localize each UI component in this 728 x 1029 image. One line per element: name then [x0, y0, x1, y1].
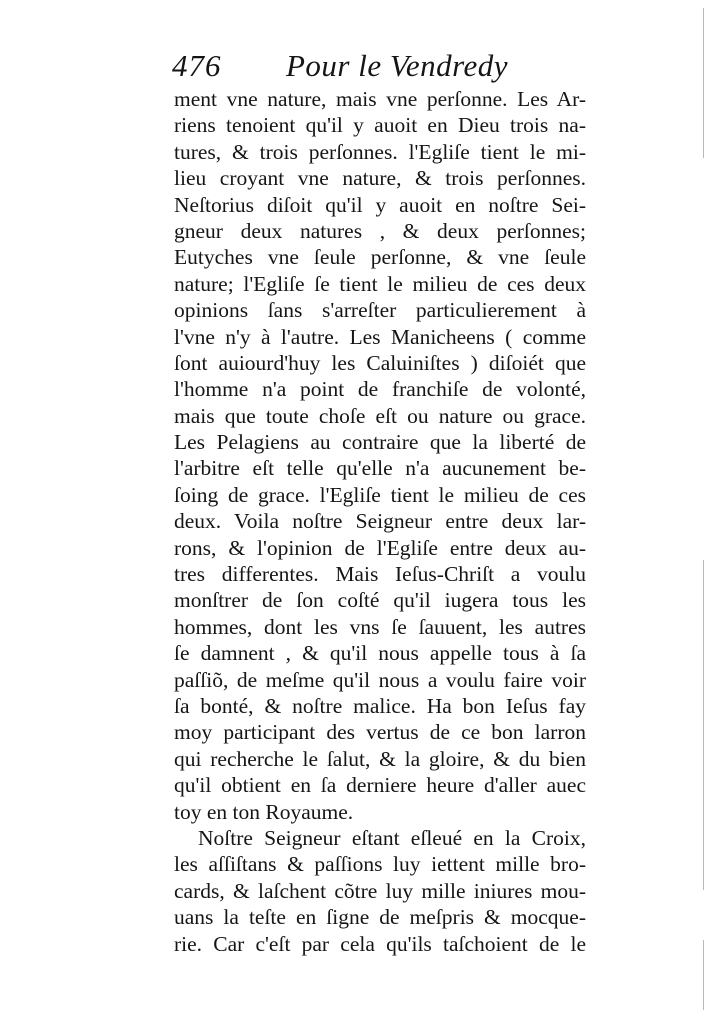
text-line: toy en ton Royaume. [174, 799, 354, 824]
text-line: moy participant des vertus de ce bon larron [174, 720, 586, 745]
text-line: gneur deux natures , & deux perſonnes; [174, 218, 586, 243]
page-heading: Pour le Vendredy [286, 48, 509, 83]
text-line: Eutyches vne ſeule perſonne, & vne ſeule [174, 245, 586, 270]
text-line: uans la teſte en ſigne de meſpris & mocque- [174, 905, 586, 930]
page-edge-mark [703, 8, 704, 158]
page-edge-mark [703, 560, 704, 890]
text-line: tres differentes. Mais Ieſus-Chriſt a voulu [174, 562, 586, 587]
page-number: 476 [172, 48, 222, 83]
text-line: Les Pelagiens au contraire que la liberté de [174, 430, 586, 455]
text-line: qui recherche le ſalut, & la gloire, & du bien [174, 746, 586, 771]
text-line: tures, & trois perſonnes. l'Egliſe tient le mi- [174, 139, 586, 164]
text-line: ſont auiourd'huy les Caluiniſtes ) diſoiét que [174, 350, 586, 375]
text-line: cards, & laſchent cõtre luy mille iniures mou- [174, 878, 586, 903]
page-edge-mark [703, 940, 704, 1010]
body-text [174, 86, 586, 957]
text-line: qu'il obtient en ſa derniere heure d'aller auec [174, 773, 586, 798]
text-line: mais que toute choſe eſt ou nature ou grace. [174, 403, 586, 428]
text-line: opinions ſans s'arreſter particulierement à [174, 298, 586, 323]
text-line: rie. Car c'eſt par cela qu'ils taſchoient de le [174, 931, 586, 956]
text-line: hommes, dont les vns ſe ſauuent, les autres [174, 614, 586, 639]
text-line: l'homme n'a point de franchiſe de volonté, [174, 377, 586, 402]
text-line: paſſiõ, de meſme qu'il nous a voulu faire voir [174, 667, 586, 692]
text-line: riens tenoient qu'il y auoit en Dieu trois na- [174, 113, 586, 138]
text-line: l'arbitre eſt telle qu'elle n'a aucunement be- [174, 456, 586, 481]
text-line: l'vne n'y à l'autre. Les Manicheens ( comme [174, 324, 586, 349]
text-line: Noſtre Seigneur eſtant eſleué en la Croix, [198, 825, 586, 850]
text-line: ſe damnent , & qu'il nous appelle tous à ſa [174, 641, 586, 666]
text-line: deux. Voila noſtre Seigneur entre deux lar- [174, 509, 586, 534]
text-line: ſoing de grace. l'Egliſe tient le milieu de ces [174, 482, 586, 507]
text-line: Neſtorius diſoit qu'il y auoit en noſtre Sei- [174, 192, 586, 217]
text-line: lieu croyant vne nature, & trois perſonnes. [174, 166, 586, 191]
text-line: nature; l'Egliſe ſe tient le milieu de ces deux [174, 271, 586, 296]
text-line: monſtrer de ſon coſté qu'il iugera tous les [174, 588, 586, 613]
text-line: les aſſiſtans & paſſions luy iettent mille bro- [174, 852, 586, 877]
text-line: ſa bonté, & noſtre malice. Ha bon Ieſus fay [174, 693, 586, 718]
running-head [172, 46, 602, 86]
text-line: rons, & l'opinion de l'Egliſe entre deux au- [174, 535, 586, 560]
text-line: ment vne nature, mais vne perſonne. Les Ar- [174, 87, 586, 111]
